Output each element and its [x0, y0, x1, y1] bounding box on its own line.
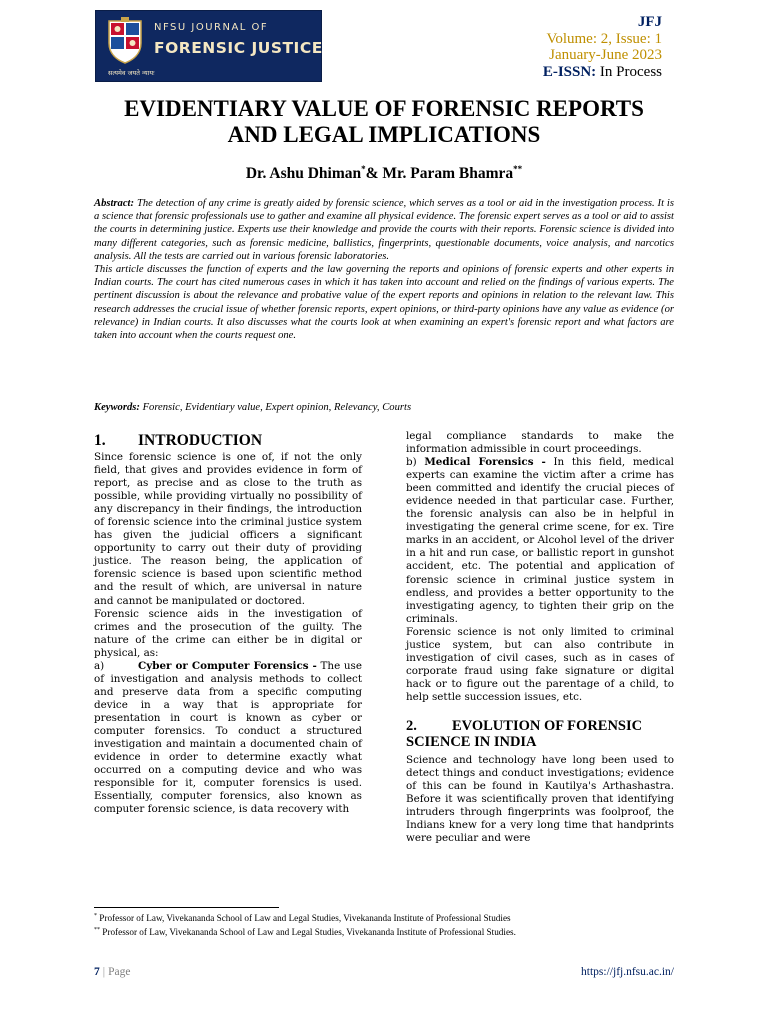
journal-abbr: JFJ [637, 14, 662, 30]
right-column [406, 430, 674, 845]
section-2-title-line2: SCIENCE IN INDIA [406, 733, 537, 750]
section-1-heading [94, 432, 362, 449]
abstract-paragraph-2: This article discusses the function of experts and the law governing the reports and opinions of forensic experts and other experts in Indian courts. The court has cited numerous cases in which it has taken into account and relied on the findings of various experts. The pertinent discussion is about the relevance and probative value of the expert reports and opinions in relation to the relevant law. This research addresses the crucial issue of whether forensic reports, expert opinions, or third-party opinions have any value as evidence (or relevance) in Indian courts. It also discusses what the courts look at when examining an expert's forensic report and what factors are taken into account when the courts request one. [94, 264, 674, 342]
item-b-label: b) [406, 456, 417, 469]
list-item-b [406, 456, 674, 626]
issn-label: E-ISSN: [542, 63, 597, 80]
journal-meta [543, 14, 662, 80]
evolution-paragraph-1: Science and technology have long been used to detect things and conduct investigations; evidence of this can be found in Kautilya's Arthashastra. Before it was scientifically proven that identifying intruders through fingerprints was foolproof, the Indians knew for a very long time that handprints were peculiar and were [406, 753, 674, 845]
item-a-text: The use of investigation and analysis methods to collect and preserve data from a specific computing device in a way that is appropriate for presentation in court is known as cyber or computer forensics. To conduct a structured investigation and maintain a documented chain of evidence in order to determine exactly what occurred on a computing device and who was responsible for it, computer forensics is used. Essentially, computer forensics, also known as computer forensic science, is data recovery with [94, 659, 362, 816]
section-1-title: INTRODUCTION [138, 432, 263, 449]
author1: Dr. Ashu Dhiman [245, 165, 362, 183]
title-line1: EVIDENTIARY VALUE OF FORENSIC REPORTS [124, 96, 644, 121]
footnotes [94, 911, 674, 938]
issue-period: January-June 2023 [549, 47, 662, 63]
list-item-a [94, 660, 362, 817]
article-title [80, 96, 688, 148]
civil-cases-paragraph: Forensic science is not only limited to criminal justice system, but can also contribute in investigation of civil cases, such as in cases of corporate fraud using fake signature or digital hack or to figure out the parentage of a child, to help settle succession issues, etc. [406, 625, 674, 703]
journal-url-link[interactable]: https://jfj.nfsu.ac.in/ [581, 966, 674, 978]
footnote-2-mark: ** [94, 926, 100, 933]
keywords [94, 401, 674, 414]
footnote-1-text: Professor of Law, Vivekananda School of Law and Legal Studies, Vivekananda Institute of Professional Studies [97, 913, 511, 924]
item-a-label: a) [94, 659, 105, 672]
abstract-label: Abstract: [94, 198, 135, 209]
section-2-number: 2. [406, 717, 417, 734]
item-b-text: In this field, medical experts can examine the victim after a crime has been committed and identify the crucial pieces of evidence needed in that particular case. Further, the forensic analysis can also be in helpful in investigating the general crime scene, for ex. Tire marks in an accident, or Alcohol level of the driver in a hit and run case, or ballistic report in gunshot accident, etc. The potential and application of forensic science in criminal justice system in endless, and provides a better opportunity to the investigating agency, to tighten their grip on the criminals. [406, 456, 674, 625]
footnote-2-text: Professor of Law, Vivekananda School of Law and Legal Studies, Vivekananda Institute of Professional Studies. [100, 926, 516, 937]
journal-logo [95, 10, 322, 82]
volume-issue: Volume: 2, Issue: 1 [546, 30, 662, 47]
section-1-number: 1. [94, 432, 106, 449]
title-line2: AND LEGAL IMPLICATIONS [227, 122, 541, 147]
keywords-list: Forensic, Evidentiary value, Expert opinion, Relevancy, Courts [142, 402, 412, 413]
item-b-title: Medical Forensics - [424, 456, 546, 469]
abstract-paragraph-1 [94, 197, 674, 263]
logo-line2: FORENSIC JUSTICE [154, 39, 323, 57]
author1-mark: * [361, 164, 366, 174]
item-a-title: Cyber or Computer Forensics - [138, 659, 317, 672]
logo-line1: NFSU JOURNAL OF [154, 22, 269, 33]
page-label: Page [108, 966, 131, 978]
footnote-2 [94, 925, 674, 939]
page-number: 7 [94, 966, 100, 978]
footer-separator: | [102, 966, 106, 978]
issn-line [543, 64, 662, 81]
item-a-continuation: legal compliance standards to make the information admissible in court proceedings. [406, 430, 674, 456]
logo-tagline: सत्यमेव जयते न्यायः [108, 69, 155, 77]
left-column [94, 432, 362, 816]
section-2-title-line1: EVOLUTION OF FORENSIC [452, 717, 643, 734]
author-sep: & Mr. Param Bhamra [365, 165, 514, 183]
abstract-text-1: The detection of any crime is greatly aided by forensic science, which serves as a tool or aid in the investigation process. It is a science that forensic professionals use to gather and examine all physical evidence. The forensic expert serves as a tool or aid to assist the courts in determining justice. Experts use their knowledge and provide the courts with their reports. Forensic science is divided into many different categories, such as forensic medicine, ballistics, fingerprints, questionable documents, voice analysis, and narcotics analysis. All the tests are carried out in various forensic laboratories. [94, 198, 675, 262]
section-2-heading [406, 718, 674, 750]
page-footer-left [94, 966, 130, 978]
author2-mark: ** [513, 164, 523, 174]
abstract [94, 197, 674, 342]
intro-paragraph-2: Forensic science aids in the investigation of crimes and the prosecution of the guilty. The nature of the crime can either be in digital or physical, as: [94, 607, 362, 659]
keywords-label: Keywords: [94, 402, 140, 413]
footnote-divider [94, 907, 279, 908]
issn-value: In Process [599, 63, 662, 80]
article-authors [80, 164, 688, 183]
footnote-1 [94, 911, 674, 925]
intro-paragraph-1: Since forensic science is one of, if not the only field, that gives and provides evidence in form of report, as precise and as close to the truth as possible, while providing virtually no possibility of any discrepancy in their findings, the introduction of forensic science into the criminal justice system has given the judicial officers a significant opportunity to carry out their duty of providing justice. The reason being, the application of forensic science is based upon scientific method and the result of which, are universal in nature and cannot be manipulated or doctored. [94, 451, 362, 607]
shield-emblem-icon [105, 17, 145, 65]
footnote-1-mark: * [94, 913, 97, 919]
